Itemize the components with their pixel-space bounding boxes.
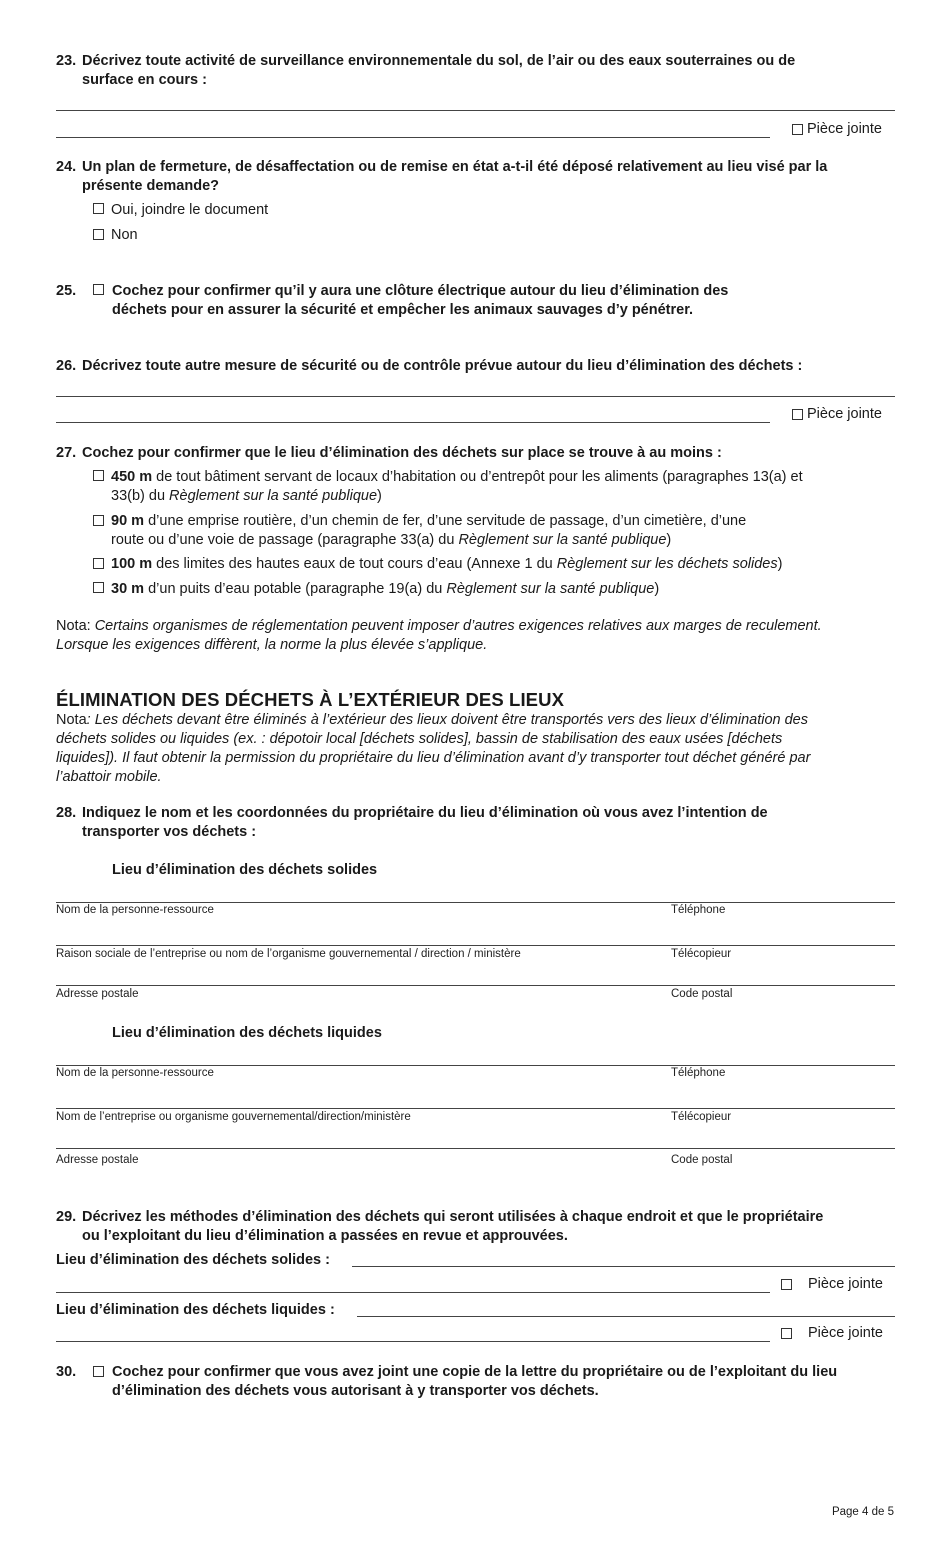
section-nota-prefix: Nota [56, 712, 87, 728]
q25-question [112, 282, 728, 320]
q30-checkbox[interactable] [93, 1366, 104, 1377]
q29-solid-line-2[interactable] [56, 1292, 770, 1293]
q29-liquid-label: Lieu d’élimination des déchets liquides : [56, 1302, 335, 1318]
liquid-company-label: Nom de l’entreprise ou organisme gouvernemental/direction/ministère [56, 1111, 411, 1123]
solid-address-line[interactable] [56, 985, 895, 986]
q29-solid-attachment[interactable] [781, 1276, 883, 1292]
q27-30m-checkbox[interactable] [93, 582, 104, 593]
q26-attachment-checkbox[interactable] [792, 409, 803, 420]
solid-site-title: Lieu d’élimination des déchets solides [112, 862, 378, 878]
solid-phone-label: Téléphone [671, 904, 726, 916]
nota-setbacks [56, 617, 896, 655]
nota-setbacks-prefix: Nota: [56, 618, 95, 634]
q23-attachment[interactable] [792, 121, 882, 137]
q27-30m-close: ) [654, 581, 660, 597]
q27-question: Cochez pour confirmer que le lieu d’élimination des déchets sur place se trouve à au moins : [82, 445, 722, 461]
q28-line1: Indiquez le nom et les coordonnées du propriétaire du lieu d’élimination où vous avez l’intention de [82, 805, 768, 821]
section-nota [56, 711, 896, 787]
q23-answer-line-1[interactable] [56, 110, 895, 111]
q23-answer-line-2[interactable] [56, 137, 770, 138]
q29-line2: ou l’exploitant du lieu d’élimination a passées en revue et approuvées. [82, 1228, 568, 1244]
q26-answer-line-2[interactable] [56, 422, 770, 423]
q29-solid-label: Lieu d’élimination des déchets solides : [56, 1252, 330, 1268]
q26-question: Décrivez toute autre mesure de sécurité ou de contrôle prévue autour du lieu d’élimination des déchets : [82, 358, 803, 374]
q23-line1: Décrivez toute activité de surveillance environnementale du sol, de l’air ou des eaux souterraines ou de [82, 53, 796, 69]
q27-90m-distance: 90 m [111, 513, 145, 529]
q27-450m-checkbox[interactable] [93, 470, 104, 481]
q29-liquid-line-1[interactable] [357, 1316, 895, 1317]
q27-90m-text [111, 512, 881, 550]
q27-90m-line2: route ou d’une voie de passage (paragraphe 33(a) du [111, 532, 459, 548]
q26-answer-line-1[interactable] [56, 396, 895, 397]
q29-question [82, 1208, 823, 1246]
q29-liquid-attachment-checkbox[interactable] [781, 1328, 792, 1339]
q29-liquid-line-2[interactable] [56, 1341, 770, 1342]
q27-30m-regulation: Règlement sur la santé publique [446, 581, 655, 597]
section-nota-line4: l’abattoir mobile. [56, 769, 162, 785]
liquid-contact-line[interactable] [56, 1065, 895, 1066]
q29-line1: Décrivez les méthodes d’élimination des déchets qui seront utilisées à chaque endroit et que le propriétaire [82, 1209, 824, 1225]
solid-address-label: Adresse postale [56, 988, 139, 1000]
q24-no-checkbox[interactable] [93, 229, 104, 240]
solid-contact-label: Nom de la personne-ressource [56, 904, 214, 916]
liquid-fax-label: Télécopieur [671, 1111, 732, 1123]
q29-number: 29. [56, 1209, 77, 1225]
q27-450m-line1: de tout bâtiment servant de locaux d’habitation ou d’entrepôt pour les aliments (paragraphes 13(a) et [152, 469, 803, 485]
q23-attachment-label: Pièce jointe [807, 121, 882, 137]
q29-liquid-attachment-label: Pièce jointe [808, 1325, 883, 1341]
q27-100m-regulation: Règlement sur les déchets solides [556, 556, 778, 572]
q24-number: 24. [56, 159, 77, 175]
q27-450m-distance: 450 m [111, 469, 153, 485]
q27-100m-close: ) [777, 556, 783, 572]
liquid-address-label: Adresse postale [56, 1154, 139, 1166]
liquid-address-line[interactable] [56, 1148, 895, 1149]
q27-30m-line1: d’un puits d’eau potable (paragraphe 19(a) du [144, 581, 447, 597]
q27-90m-line1: d’une emprise routière, d’un chemin de fer, d’une servitude de passage, d’un cimetière, d’une [144, 513, 747, 529]
q24-line2: présente demande? [82, 178, 219, 194]
q27-90m-checkbox[interactable] [93, 515, 104, 526]
q25-line2: déchets pour en assurer la sécurité et empêcher les animaux sauvages d’y pénétrer. [112, 302, 694, 318]
liquid-company-line[interactable] [56, 1108, 895, 1109]
q30-line1: Cochez pour confirmer que vous avez joint une copie de la lettre du propriétaire ou de l’exploitant du lieu [112, 1364, 838, 1380]
q27-100m-checkbox[interactable] [93, 558, 104, 569]
q25-checkbox[interactable] [93, 284, 104, 295]
solid-contact-line[interactable] [56, 902, 895, 903]
q29-solid-attachment-checkbox[interactable] [781, 1279, 792, 1290]
q24-yes-checkbox[interactable] [93, 203, 104, 214]
q27-450m-close: ) [377, 488, 382, 504]
q26-number: 26. [56, 358, 77, 374]
q26-attachment-label: Pièce jointe [807, 406, 882, 422]
q27-number: 27. [56, 445, 77, 461]
q27-450m-line2: 33(b) du [111, 488, 170, 504]
q29-liquid-attachment[interactable] [781, 1325, 883, 1341]
q27-100m-distance: 100 m [111, 556, 153, 572]
q26-attachment[interactable] [792, 406, 882, 422]
q24-no-label: Non [111, 227, 138, 243]
q23-question [82, 52, 795, 90]
nota-setbacks-line2: Lorsque les exigences diffèrent, la norme la plus élevée s’applique. [56, 637, 488, 653]
q30-question [112, 1363, 837, 1401]
q24-line1: Un plan de fermeture, de désaffectation ou de remise en état a-t-il été déposé relativement au lieu visé par la [82, 159, 828, 175]
nota-setbacks-line1: Certains organismes de réglementation peuvent imposer d’autres exigences relatives aux marges de reculement. [94, 618, 822, 634]
q27-30m-distance: 30 m [111, 581, 145, 597]
liquid-site-title: Lieu d’élimination des déchets liquides [112, 1025, 382, 1041]
section-nota-line2: déchets solides ou liquides (ex. : dépotoir local [déchets solides], bassin de stabilisation des eaux usées [déchets [56, 731, 783, 747]
q27-90m-regulation: Règlement sur la santé publique [458, 532, 667, 548]
q25-line1: Cochez pour confirmer qu’il y aura une clôture électrique autour du lieu d’élimination des [112, 283, 729, 299]
section-title: ÉLIMINATION DES DÉCHETS À L’EXTÉRIEUR DES LIEUX [56, 689, 565, 710]
q23-number: 23. [56, 53, 77, 69]
q24-question [82, 158, 827, 196]
solid-fax-label: Télécopieur [671, 948, 732, 960]
q27-90m-close: ) [666, 532, 672, 548]
section-nota-line1: : Les déchets devant être éliminés à l’extérieur des lieux doivent être transportés vers des lieux d’élimination des [86, 712, 808, 728]
section-nota-line3: liquides]). Il faut obtenir la permission du propriétaire du lieu d’élimination avant d’y transporter tout déchet généré par [56, 750, 811, 766]
q23-attachment-checkbox[interactable] [792, 124, 803, 135]
q27-100m-text [111, 555, 881, 574]
q30-line2: d’élimination des déchets vous autorisant à y transporter vos déchets. [112, 1383, 599, 1399]
q29-solid-attachment-label: Pièce jointe [808, 1276, 883, 1292]
q29-solid-line-1[interactable] [352, 1266, 895, 1267]
q25-number: 25. [56, 283, 77, 299]
q27-450m-text [111, 468, 881, 506]
q28-question [82, 804, 768, 842]
q24-yes-label: Oui, joindre le document [111, 202, 269, 218]
q27-30m-text [111, 580, 881, 599]
q28-number: 28. [56, 805, 77, 821]
page-number: Page 4 de 5 [831, 1506, 894, 1518]
q28-line2: transporter vos déchets : [82, 824, 257, 840]
liquid-postal-label: Code postal [671, 1154, 733, 1166]
q30-number: 30. [56, 1364, 77, 1380]
q27-100m-line1: des limites des hautes eaux de tout cours d’eau (Annexe 1 du [152, 556, 557, 572]
solid-company-label: Raison sociale de l’entreprise ou nom de l’organisme gouvernemental / direction / ministère [56, 948, 521, 960]
solid-postal-label: Code postal [671, 988, 733, 1000]
q27-450m-regulation: Règlement sur la santé publique [169, 488, 378, 504]
liquid-contact-label: Nom de la personne-ressource [56, 1067, 214, 1079]
solid-company-line[interactable] [56, 945, 895, 946]
q23-line2: surface en cours : [82, 72, 207, 88]
liquid-phone-label: Téléphone [671, 1067, 726, 1079]
